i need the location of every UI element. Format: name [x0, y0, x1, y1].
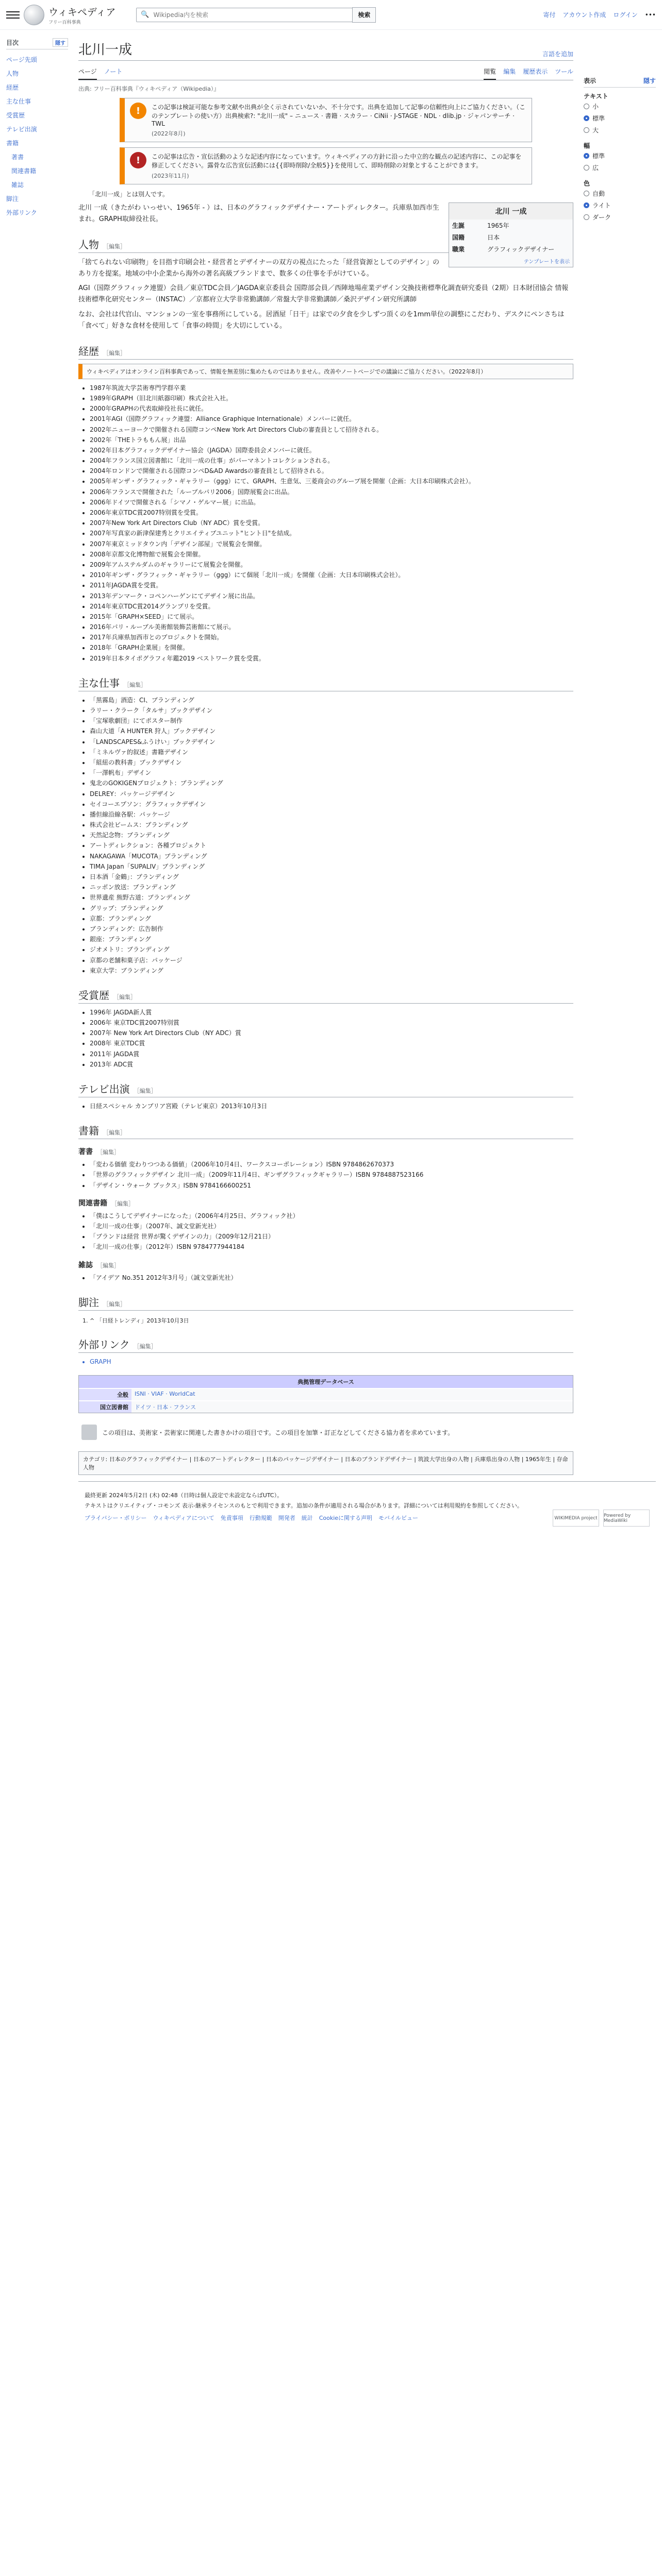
authority-control-navbox	[78, 1375, 573, 1413]
career-item: • 2007年写真家の新津保建秀とクリエイティブユニット"ヒント日"を結成。	[90, 529, 573, 538]
work-item: • 世界遺産 熊野古道：ブランディング	[90, 893, 573, 903]
career-item: • 2000年GRAPHの代表取締役社長に就任。	[90, 404, 573, 414]
work-item: • 「宝塚歌劇団」にてポスター制作	[90, 716, 573, 726]
edit-section-link[interactable]: ［編集］	[97, 1262, 120, 1269]
external-link[interactable]: • GRAPH	[90, 1357, 573, 1367]
main-menu-button[interactable]	[6, 8, 20, 22]
work-item: • アートディレクション：各種プロジェクト	[90, 841, 573, 851]
infobox-key: 職業	[452, 246, 465, 253]
palette-icon	[81, 1425, 97, 1440]
person-paragraph: AGI（国際グラフィック連盟）会員／東京TDC会員／JAGDA東京委員会 国際部会員／西陣地場産業デザイン交換技術標準化調査研究委員（2期）日本財団協会 情報技術標準化研究センター（INSTAC）／京都府立大学非常勤講師／常盤大学非常勤講師／桑沢デザイン研究所講師	[78, 284, 569, 304]
section-heading-tv: テレビ出演 ［編集］	[78, 1081, 573, 1097]
search-input[interactable]	[153, 11, 349, 19]
person-paragraph: 「捨てられない印刷物」を目指す印刷会社・経営者とデザイナーの双方の視点にたった「経営資源としてのデザイン」のあり方を提案。地域の中小企業から海外の著名高級ブランドまで、数多くの仕事を手がけている。	[78, 259, 440, 278]
width-option[interactable]	[584, 150, 656, 162]
work-item: • 播但線沿線各駅：パッケージ	[90, 810, 573, 820]
toc-item[interactable]: 雑誌	[11, 181, 24, 189]
work-item: • 森山大道「A HUNTER 狩人」ブックデザイン	[90, 726, 573, 736]
career-item: • 2007年New York Art Directors Club（NY ADC）賞を受賞。	[90, 518, 573, 528]
career-item: • 2016年パリ・ルーブル美術館装飾芸術館にて展示。	[90, 622, 573, 632]
text-size-option-label: 小	[592, 103, 599, 110]
appearance-heading: 表示	[584, 77, 597, 84]
more-options-icon[interactable]: •••	[644, 11, 656, 19]
search-button[interactable]: 検索	[352, 7, 376, 23]
edit-section-link[interactable]: ［編集］	[134, 1343, 157, 1350]
work-item: • 京都の老舗和菓子店：パッケージ	[90, 956, 573, 965]
career-item: • 2009年アムステルダムのギャラリーにて展覧会を開催。	[90, 560, 573, 570]
radio-button[interactable]	[584, 115, 589, 121]
work-item: • ニッポン放送：ブランディング	[90, 883, 573, 892]
work-item: • 日本酒「金鶴」：ブランディング	[90, 872, 573, 882]
stub-text: この項目は、美術家・芸術家に関連した書きかけの項目です。この項目を加筆・訂正などしてくださる協力者を求めています。	[102, 1429, 454, 1436]
navbox-key: 国立図書館	[79, 1401, 131, 1413]
work-item: • 株式会社ビームス：ブランディング	[90, 820, 573, 830]
work-item: • 「ミネルヴァ的叙述」書籍デザイン	[90, 748, 573, 757]
infobox-key: 生誕	[452, 222, 465, 229]
warning-icon: !	[130, 103, 146, 119]
edit-section-link[interactable]: ［編集］	[113, 993, 136, 1001]
advert-warning-box	[120, 147, 532, 184]
page-title-row	[78, 39, 573, 61]
color-option-label: 自動	[592, 190, 605, 197]
radio-button[interactable]	[584, 191, 589, 196]
book-item: • 「変わる価値 変わりつつある価値」（2006年10月4日、ワークスコーポレーション）ISBN 9784862670373	[90, 1160, 573, 1170]
text-size-option-label: 大	[592, 127, 599, 134]
sources-warning-text: この記事は検証可能な参考文献や出典が全く示されていないか、不十分です。出典を追加して記事の信頼性向上にご協力ください。（このテンプレートの使い方）出典検索?: "北川一成" – ニュース · 書籍 · スカラー · CiNii · J-STAGE · NDL · dlib.jp · ジャパンサーチ · TWL	[152, 104, 526, 127]
work-item: • NAKAGAWA「MUCOTA」ブランディング	[90, 852, 573, 861]
career-item: • 1989年GRAPH（旧北川紙器印刷）株式会社入社。	[90, 394, 573, 403]
career-item: • 2013年デンマーク・コペンハーゲンにてデザイン展に出品。	[90, 591, 573, 601]
navbox-title[interactable]: 典拠管理データベース	[79, 1376, 573, 1388]
radio-button[interactable]	[584, 104, 589, 109]
user-links	[543, 10, 656, 19]
toc-item[interactable]: 人物	[6, 70, 19, 77]
text-size-option[interactable]	[584, 100, 656, 112]
footer-link[interactable]: プライバシー・ポリシー	[85, 1515, 147, 1522]
career-item: • 2004年フランス国立図書館に「北川一成の仕事」がパーマネントコレクションされる。	[90, 456, 573, 466]
work-item: • ブランディング：広告制作	[90, 924, 573, 934]
own-books-list	[78, 1160, 573, 1191]
width-option-label: 広	[592, 164, 599, 172]
career-item: • 2011年JAGDA賞を受賞。	[90, 581, 573, 590]
edit-section-link[interactable]: ［編集］	[103, 349, 126, 357]
login-link[interactable]: ログイン	[613, 11, 638, 19]
section-heading-books: 書籍 ［編集］	[78, 1123, 573, 1139]
radio-button[interactable]	[584, 153, 589, 159]
text-size-option[interactable]	[584, 124, 656, 136]
award-item: • 2011年 JAGDA賞	[90, 1049, 573, 1059]
footer-link[interactable]: 開発者	[278, 1515, 295, 1522]
site-header	[0, 0, 662, 30]
color-heading: 色	[584, 180, 590, 187]
award-item: • 2013年 ADC賞	[90, 1060, 573, 1070]
note-item: 1. ^ 「日経トレンディ」2013年10月3日	[90, 1316, 573, 1326]
stub-notice	[78, 1421, 573, 1443]
award-item: • 2008年 東京TDC賞	[90, 1039, 573, 1048]
navbox-key: 全般	[79, 1389, 131, 1400]
section-heading-career: 経歴 ［編集］	[78, 343, 573, 360]
work-item: • 鬼北のGOKIGENプロジェクト：ブランディング	[90, 778, 573, 788]
search-form	[136, 7, 376, 23]
career-item: • 2004年ロンドンで開催される国際コンペD&AD Awardsの審査員として招待される。	[90, 466, 573, 476]
toc-header	[6, 38, 68, 49]
page-title: 北川一成	[78, 42, 133, 58]
book-item: • 「僕はこうしてデザイナーになった」（2006年4月25日、グラフィック社）	[90, 1211, 573, 1221]
award-item: • 2007年 New York Art Directors Club（NY ADC）賞	[90, 1028, 573, 1038]
subsection-heading-own-books: 著書 ［編集］	[78, 1148, 120, 1157]
appearance-hide-button[interactable]: 隠す	[643, 77, 656, 84]
main-content	[68, 30, 584, 1481]
work-item: • 「一澤帆布」デザイン	[90, 768, 573, 778]
color-option-label: ライト	[592, 202, 611, 209]
footer-link[interactable]: 行動規範	[249, 1515, 272, 1522]
footer-link[interactable]: 免責事項	[220, 1515, 243, 1522]
advert-warning-text: この記事は広告・宣伝活動のような記述内容になっています。ウィキペディアの方針に沿った中立的な観点の記述内容に、この記事を修正してください。露骨な広告宣伝活動には{{即時削除/全般5}}を使用して、即時削除の対象とすることができます。	[152, 153, 522, 169]
color-option-label: ダーク	[592, 214, 611, 221]
career-item: • 2008年京都文化博物館で展覧会を開催。	[90, 550, 573, 560]
page-tabs	[78, 64, 573, 80]
career-item: • 2006年ドイツで開催される「シマノ・ゲルマー展」に出品。	[90, 498, 573, 507]
edit-section-link[interactable]: ［編集］	[103, 243, 126, 250]
section-heading-links: 外部リンク ［編集］	[78, 1336, 573, 1353]
width-heading: 幅	[584, 142, 590, 149]
work-item: • ラリー・クラーク「タルサ」ブックデザイン	[90, 706, 573, 716]
book-item: • 「ブランドは経営 世界が驚くデザインの力」（2009年12月21日）	[90, 1232, 573, 1242]
magazine-item: • 「アイデア No.351 2012年3月号」（誠文堂新光社）	[90, 1273, 573, 1283]
career-list	[78, 383, 573, 664]
tab-tools[interactable]: ツール	[555, 68, 573, 75]
work-item: • 天然記念物：ブランディング	[90, 831, 573, 840]
infobox-value: 日本	[487, 234, 500, 241]
logo-title: ウィキペディア	[48, 6, 116, 18]
work-item: • 「組紐の教科書」ブックデザイン	[90, 758, 573, 768]
last-edited: 最終更新 2024年5月2日 (木) 02:48（日時は個人設定で未設定ならばUTC）。	[85, 1492, 283, 1499]
radio-button[interactable]	[584, 214, 589, 220]
color-option[interactable]	[584, 199, 656, 211]
tab-talk[interactable]: ノート	[104, 68, 123, 75]
infobox-value: 1965年	[487, 222, 509, 229]
section-heading-works: 主な仕事 ［編集］	[78, 675, 573, 691]
add-language-button[interactable]: 言語を追加	[542, 50, 573, 58]
navbox-row	[79, 1388, 573, 1400]
related-books-list	[78, 1211, 573, 1252]
works-list	[78, 696, 573, 976]
appearance-header	[584, 76, 656, 88]
site-logo[interactable]	[24, 5, 115, 25]
career-item: • 2017年兵庫県加西市とのプロジェクトを開始。	[90, 633, 573, 642]
toc-item[interactable]: テレビ出演	[6, 126, 37, 133]
wikimedia-badge[interactable]: WIKIMEDIA project	[553, 1510, 599, 1527]
infobox	[449, 202, 573, 267]
work-item: • ジオメトリ：ブランディング	[90, 945, 573, 955]
toc-item[interactable]: 脚注	[6, 195, 19, 202]
person-paragraph: なお、会社は代官山、マンションの一室を事務所にしている。居酒屋「日干」は家での夕食を少しずつ頂くのを1mm単位の調整にこだわり、デスクにペンさちは「食べて」好きな食材を使用して「食事の時間」を大切にしている。	[78, 310, 565, 330]
hatnote: 「北川一成」とは別人です。	[89, 191, 169, 198]
toc-item[interactable]: 主な仕事	[6, 98, 31, 105]
text-size-option-label: 標準	[592, 115, 605, 122]
color-option[interactable]	[584, 188, 656, 199]
page-footer	[78, 1481, 656, 1534]
career-item: • 2006年フランスで開催された「ルーブルパリ2006」国際展覧会に出品。	[90, 487, 573, 497]
tv-item: • 日経スペシャル カンブリア宮殿（テレビ東京）2013年10月3日	[90, 1101, 573, 1111]
external-links-list	[78, 1357, 573, 1367]
toc-item[interactable]: 書籍	[6, 140, 19, 147]
source-line: 出典: フリー百科事典『ウィキペディア（Wikipedia）』	[78, 86, 220, 92]
footer-link[interactable]: Cookieに関する声明	[319, 1515, 373, 1522]
license-text: テキストはクリエイティブ・コモンズ 表示-継承ライセンスのもとで利用できます。追加の条件が適用される場合があります。詳細については利用規約を参照してください。	[85, 1502, 523, 1510]
category-links[interactable]: カテゴリ: 日本のグラフィックデザイナー | 日本のアートディレクター | 日本のパッケージデザイナー | 日本のブランドデザイナー | 筑波大学出身の人物 | 兵庫県出身の人物 | 1965年生 | 存命人物	[78, 1451, 573, 1475]
tab-page[interactable]: ページ	[78, 64, 97, 80]
infobox-key: 国籍	[452, 234, 465, 241]
career-item: • 2007年東京ミッドタウン内「デザイン部屋」で展覧会を開催。	[90, 539, 573, 549]
text-size-heading: テキスト	[584, 93, 608, 100]
show-template-link[interactable]: テンプレートを表示	[523, 259, 570, 265]
book-item: • 「北川一成の仕事」（2012年）ISBN 9784777944184	[90, 1242, 573, 1252]
infobox-title: 北川 一成	[449, 203, 573, 219]
infobox-row	[449, 231, 573, 243]
sources-warning-box	[120, 98, 532, 142]
color-option[interactable]	[584, 211, 656, 223]
edit-section-link[interactable]: ［編集］	[103, 1129, 126, 1137]
edit-section-link[interactable]: ［編集］	[111, 1200, 134, 1207]
footer-link[interactable]: モバイルビュー	[378, 1515, 419, 1522]
work-item: • 銀座：ブランディング	[90, 935, 573, 944]
edit-section-link[interactable]: ［編集］	[97, 1149, 120, 1156]
award-item: • 1996年 JAGDA新人賞	[90, 1008, 573, 1018]
career-item: • 2010年ギンザ・グラフィック・ギャラリー（ggg）にて個展「北川一成」を開催（企画：大日本印刷株式会社）。	[90, 570, 573, 580]
width-option[interactable]	[584, 162, 656, 174]
career-item: • 2006年東京TDC賞2007特別賞を受賞。	[90, 508, 573, 518]
toc-sidebar	[6, 30, 68, 1481]
work-item: • 「LANDSCAPES&ふうけい」ブックデザイン	[90, 737, 573, 747]
infobox-value: グラフィックデザイナー	[487, 246, 555, 253]
toc-item[interactable]: 受賞歴	[6, 112, 25, 119]
width-option-label: 標準	[592, 152, 605, 160]
edit-section-link[interactable]: ［編集］	[134, 1088, 157, 1094]
radio-button[interactable]	[584, 165, 589, 171]
award-item: • 2006年 東京TDC賞2007特別賞	[90, 1018, 573, 1028]
sources-warning-date: (2022年8月)	[152, 130, 186, 137]
wikipedia-globe-icon	[24, 5, 44, 25]
section-heading-awards: 受賞歴 ［編集］	[78, 987, 573, 1004]
toc-item[interactable]: ページ先頭	[6, 56, 37, 63]
work-item: • TIMA Japan「SUPALIV」ブランディング	[90, 862, 573, 872]
book-item: • 「デザイン・ウォーク ブックス」ISBN 9784166600251	[90, 1181, 573, 1191]
advert-warning-date: (2023年11月)	[152, 173, 189, 179]
text-size-option[interactable]	[584, 112, 656, 124]
radio-button[interactable]	[584, 202, 589, 208]
career-item: • 2001年AGI（国際グラフィック連盟：Alliance Graphique Internationale）メンバーに就任。	[90, 414, 573, 424]
book-item: • 「世界のグラフィックデザイン 北川一成」（2009年11月4日、ギンザグラフィックギャラリー）ISBN 9784887523166	[90, 1170, 573, 1180]
subsection-heading-related-books: 関連書籍 ［編集］	[78, 1199, 134, 1208]
create-account-link[interactable]: アカウント作成	[562, 11, 606, 19]
toc-item[interactable]: 著書	[11, 154, 24, 161]
warning-icon: !	[130, 152, 146, 168]
awards-list	[78, 1008, 573, 1070]
toc-item[interactable]: 経歴	[6, 84, 19, 91]
mediawiki-badge[interactable]: Powered by MediaWiki	[603, 1510, 650, 1527]
career-item: • 2005年ギンザ・グラフィック・ギャラリー（ggg）にて、GRAPH、生意気、三菱商会のグループ展を開催（企画：大日本印刷株式会社）。	[90, 477, 573, 486]
toc-hide-button[interactable]: 隠す	[53, 38, 68, 47]
toc-item[interactable]: 関連書籍	[11, 167, 37, 175]
tab-read[interactable]: 閲覧	[484, 64, 496, 80]
career-item: • 2002年日本グラフィックデザイナー協会（JAGDA）国際委員会メンバーに就任。	[90, 446, 573, 455]
toc-heading: 目次	[6, 39, 19, 46]
toc-item[interactable]: 外部リンク	[6, 209, 37, 216]
work-item: • グリップ：ブランディング	[90, 904, 573, 913]
career-item: • 2015年「GRAPH×SEED」にて展示。	[90, 612, 573, 622]
navbox-row	[79, 1400, 573, 1413]
work-item: • 東京大学：ブランディング	[90, 966, 573, 976]
navbox-value[interactable]: ISNI · VIAF · WorldCat	[131, 1389, 573, 1400]
edit-section-link[interactable]: ［編集］	[124, 681, 146, 688]
career-item: • 2002年ニューヨークで開催される国際コンペNew York Art Directors Clubの審査員として招待される。	[90, 425, 573, 435]
logo-subtitle: フリー百科事典	[48, 20, 81, 25]
magazines-list	[78, 1273, 573, 1283]
work-item: • DELREY：パッケージデザイン	[90, 789, 573, 799]
tab-edit[interactable]: 編集	[503, 68, 516, 75]
tv-list	[78, 1101, 573, 1111]
search-icon: 🔍	[141, 11, 150, 19]
tab-history[interactable]: 履歴表示	[523, 68, 548, 75]
donate-link[interactable]: 寄付	[543, 11, 556, 19]
radio-button[interactable]	[584, 127, 589, 133]
footer-link[interactable]: ウィキペディアについて	[153, 1515, 214, 1522]
career-item: • 2018年「GRAPH企業展」を開催。	[90, 643, 573, 653]
work-item: • セイコーエプソン：グラフィックデザイン	[90, 800, 573, 809]
career-item: • 1987年筑波大学芸術専門学群卒業	[90, 383, 573, 393]
work-item: • 「黒霧島」酒造：CI、ブランディング	[90, 696, 573, 705]
career-notice: ウィキペディアはオンライン百科事典であって、情報を無差別に集めたものではありません。改善やノートページでの議論にご協力ください。（2022年8月）	[78, 364, 573, 379]
edit-section-link[interactable]: ［編集］	[103, 1300, 126, 1308]
appearance-panel	[584, 30, 656, 1481]
book-item: • 「北川一成の仕事」（2007年、誠文堂新光社）	[90, 1222, 573, 1231]
section-heading-notes: 脚注 ［編集］	[78, 1294, 573, 1311]
lead-paragraph: 北川 一成（きたがわ いっせい、1965年 - ）は、日本のグラフィックデザイナー・アートディレクター。兵庫県加西市生まれ。GRAPH取締役社長。	[78, 204, 439, 224]
search-box[interactable]	[136, 8, 353, 22]
subsection-heading-magazines: 雑誌 ［編集］	[78, 1261, 120, 1269]
career-item: • 2014年東京TDC賞2014グランプリを受賞。	[90, 602, 573, 612]
infobox-row	[449, 243, 573, 255]
notes-list	[78, 1316, 573, 1326]
section-heading-person: 人物 ［編集］	[78, 236, 573, 253]
career-item: • 2002年「THEトラももん展」出品	[90, 435, 573, 445]
work-item: • 京都：ブランディング	[90, 914, 573, 924]
navbox-value[interactable]: ドイツ · 日本 · フランス	[131, 1401, 573, 1413]
footer-link[interactable]: 統計	[301, 1515, 313, 1522]
toc-list	[6, 53, 68, 219]
infobox-row	[449, 219, 573, 231]
career-item: • 2019年日本タイポグラフィ年鑑2019 ベストワーク賞を受賞。	[90, 654, 573, 664]
